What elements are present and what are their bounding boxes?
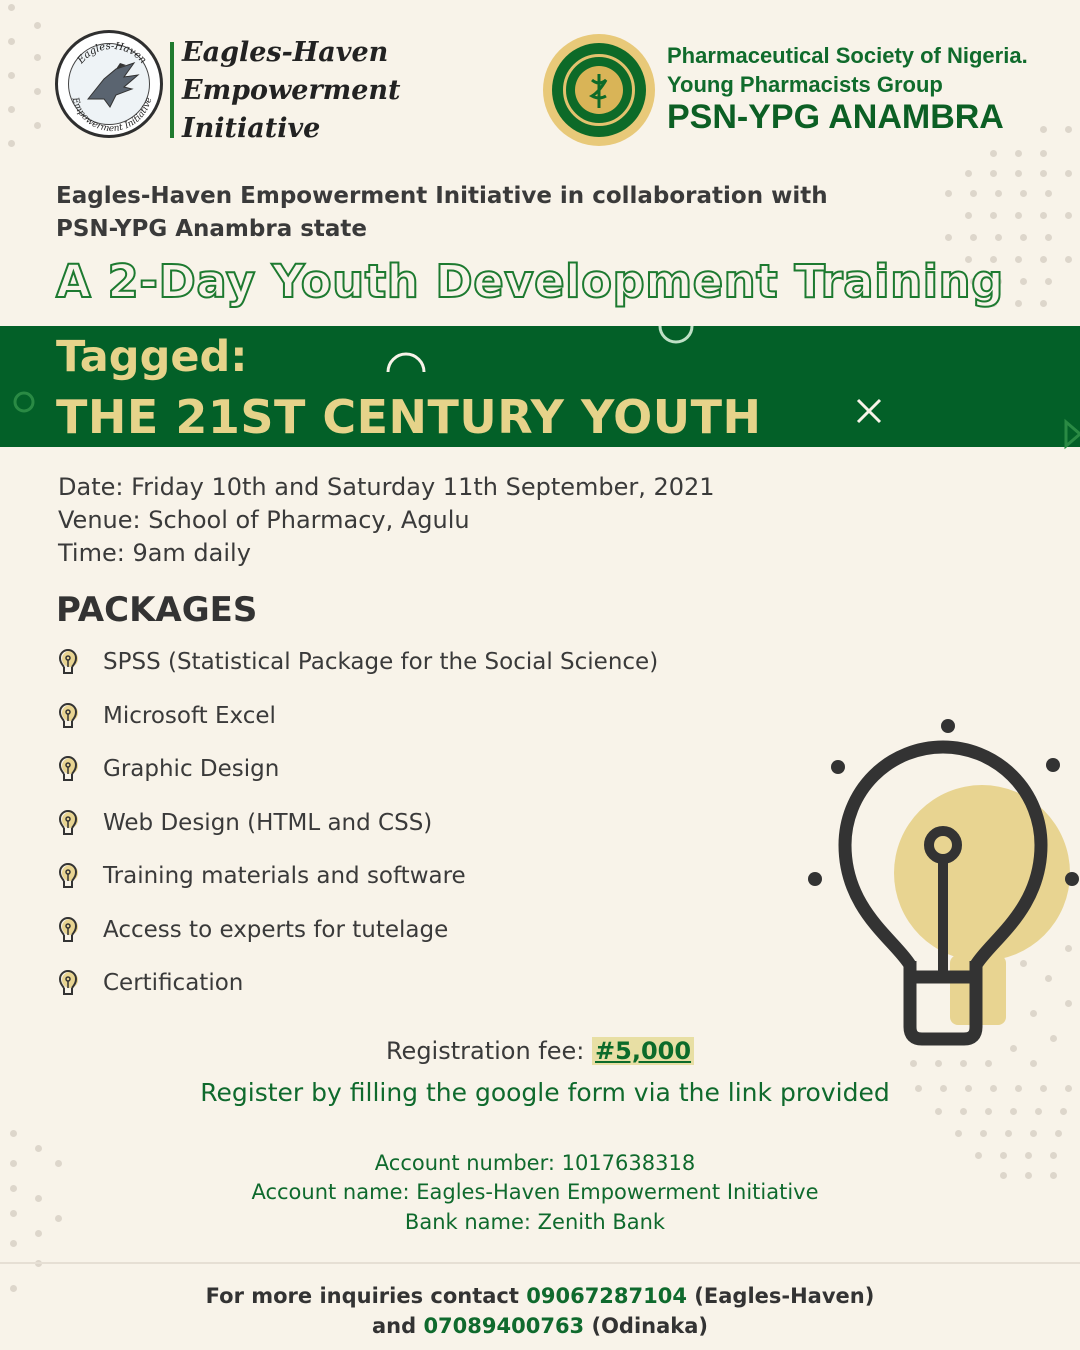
- arc-decoration-icon: [388, 354, 424, 372]
- eh-name-line3: Initiative: [182, 113, 321, 144]
- registration-instruction: Register by filling the google form via the link provided: [200, 1078, 890, 1107]
- package-item-label: Access to experts for tutelage: [103, 916, 449, 943]
- collab-line2: PSN-YPG Anambra state: [56, 216, 368, 242]
- lightbulb-bullet-icon: [55, 809, 83, 839]
- bank-name: Bank name: Zenith Bank: [404, 1210, 666, 1234]
- lightbulb-bullet-icon: [55, 755, 83, 785]
- event-headline: A 2-Day Youth Development Training: [56, 255, 1004, 308]
- arc-decoration-icon: [660, 326, 692, 342]
- cross-decoration-icon: [858, 400, 880, 422]
- contact-label-1: (Eagles-Haven): [694, 1284, 875, 1308]
- eh-divider-bar: [170, 42, 174, 138]
- event-venue: Venue: School of Pharmacy, Agulu: [58, 506, 470, 534]
- lightbulb-illustration-icon: [800, 715, 1080, 1055]
- footer-divider: [0, 1262, 1080, 1264]
- package-item-label: Web Design (HTML and CSS): [103, 809, 433, 836]
- eh-logo-arc-top: Eagles-Haven: [75, 40, 149, 67]
- package-item: [55, 969, 658, 1023]
- contact-label-2: (Odinaka): [591, 1314, 709, 1338]
- eagle-logo-icon: [58, 33, 166, 141]
- package-item-label: Certification: [103, 970, 244, 996]
- lightbulb-bullet-icon: [55, 916, 83, 946]
- registration-fee: [0, 1037, 1080, 1065]
- eh-logo-arc-bottom: Empowerment Initiative: [69, 96, 155, 135]
- lightbulb-bullet-icon: [55, 648, 83, 678]
- contact-line2: [0, 1314, 1080, 1338]
- eagles-haven-wordmark: [182, 34, 401, 148]
- package-item-label: Training materials and software: [103, 863, 466, 889]
- tagged-label: Tagged:: [56, 332, 248, 382]
- svg-text:Eagles-Haven: [75, 41, 148, 67]
- lightbulb-bullet-icon: [55, 702, 83, 732]
- event-time: Time: 9am daily: [58, 539, 251, 567]
- triangle-decoration-icon: [1066, 422, 1080, 446]
- package-item-label: SPSS (Statistical Package for the Social Science): [103, 649, 659, 675]
- package-item: [55, 702, 658, 756]
- package-item: [55, 916, 658, 970]
- contact-phone-2[interactable]: 07089400763: [423, 1314, 585, 1338]
- contact-phone-1[interactable]: 09067287104: [526, 1284, 687, 1308]
- packages-heading: PACKAGES: [56, 590, 258, 630]
- eh-name-line2: Empowerment: [182, 75, 401, 106]
- contact-line1: [0, 1284, 1080, 1308]
- account-name: Account name: Eagles-Haven Empowerment Initiative: [251, 1180, 819, 1204]
- registration-fee-amount: #5,000: [592, 1037, 694, 1065]
- package-item: [55, 755, 658, 809]
- event-theme-title: THE 21ST CENTURY YOUTH: [56, 390, 762, 444]
- contact-joiner: and: [371, 1314, 417, 1338]
- eagles-haven-logo: [55, 30, 163, 138]
- registration-fee-label: Registration fee:: [385, 1037, 585, 1065]
- packages-list: [55, 648, 658, 1023]
- package-item-label: Graphic Design: [103, 756, 280, 782]
- eh-name-line1: Eagles-Haven: [182, 37, 389, 68]
- ring-decoration-icon: [15, 393, 33, 411]
- package-item-label: Microsoft Excel: [103, 702, 276, 729]
- collaboration-text: [56, 180, 856, 246]
- psn-name-line2: Young Pharmacists Group: [667, 72, 943, 97]
- lightbulb-bullet-icon: [55, 862, 83, 892]
- contact-prefix: For more inquiries contact: [205, 1284, 519, 1308]
- psn-name-line1: Pharmaceutical Society of Nigeria.: [667, 43, 1028, 68]
- psn-seal-icon: [543, 34, 655, 146]
- collab-line1: Eagles-Haven Empowerment Initiative in collaboration with: [56, 183, 828, 209]
- psn-ypg-anambra-title: PSN-YPG ANAMBRA: [667, 98, 1004, 136]
- package-item: [55, 648, 658, 702]
- event-date: Date: Friday 10th and Saturday 11th September, 2021: [58, 473, 715, 501]
- account-number: Account number: 1017638318: [374, 1151, 696, 1175]
- package-item: [55, 862, 658, 916]
- lightbulb-bullet-icon: [55, 969, 83, 999]
- package-item: [55, 809, 658, 863]
